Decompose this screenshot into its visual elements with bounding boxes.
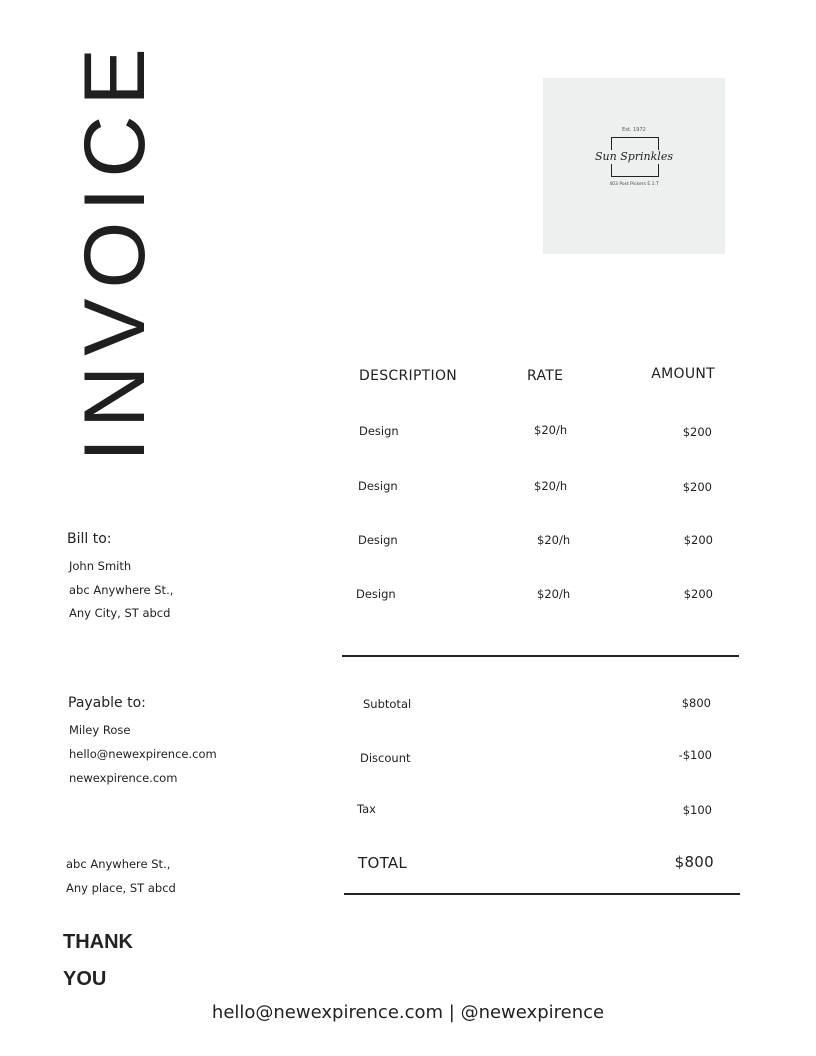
thank-you-line2: YOU <box>63 968 107 990</box>
total-value: $800 <box>674 853 714 871</box>
row-3-rate: $20/h <box>537 533 571 547</box>
payable-to-name: Miley Rose <box>69 723 131 737</box>
payable-to-website: newexpirence.com <box>69 771 178 785</box>
payable-to-email: hello@newexpirence.com <box>69 747 217 761</box>
subtotal-value: $800 <box>681 696 711 710</box>
logo-established-text: Est. 1972 <box>622 127 646 133</box>
logo-address-text: 403 Post Pickers E.1.T <box>609 182 659 187</box>
row-2-description: Design <box>358 479 398 493</box>
row-2-rate: $20/h <box>534 479 568 493</box>
bill-to-address-line1: abc Anywhere St., <box>69 583 174 597</box>
discount-value: -$100 <box>678 748 712 762</box>
bill-to-address-line2: Any City, ST abcd <box>69 606 171 620</box>
header-rate: RATE <box>527 368 564 384</box>
row-3-amount: $200 <box>683 533 713 547</box>
bill-to-name: John Smith <box>69 559 132 573</box>
footer-contact: hello@newexpirence.com | @newexpirence <box>211 1002 605 1023</box>
row-1-description: Design <box>359 424 399 438</box>
discount-label: Discount <box>360 751 411 765</box>
bill-to-label: Bill to: <box>67 531 112 547</box>
row-4-description: Design <box>356 587 396 601</box>
thank-you-line1: THANK <box>63 931 133 953</box>
row-2-amount: $200 <box>682 480 712 494</box>
tax-value: $100 <box>682 803 712 817</box>
row-1-rate: $20/h <box>534 423 568 437</box>
logo-company-name: Sun Sprinkles <box>595 150 673 163</box>
invoice-title: INVOICE <box>67 38 163 462</box>
row-4-rate: $20/h <box>537 587 571 601</box>
header-description: DESCRIPTION <box>359 368 458 384</box>
table-divider <box>342 655 739 657</box>
subtotal-label: Subtotal <box>363 697 412 711</box>
total-label: TOTAL <box>358 854 408 872</box>
row-3-description: Design <box>358 533 398 547</box>
sender-address-line1: abc Anywhere St., <box>66 857 171 871</box>
sender-address-line2: Any place, ST abcd <box>66 881 176 895</box>
payable-to-label: Payable to: <box>68 695 146 711</box>
row-4-amount: $200 <box>683 587 713 601</box>
tax-label: Tax <box>357 802 376 816</box>
company-logo <box>543 78 725 254</box>
header-amount: AMOUNT <box>651 366 715 382</box>
row-1-amount: $200 <box>682 425 712 439</box>
total-divider <box>344 893 740 895</box>
